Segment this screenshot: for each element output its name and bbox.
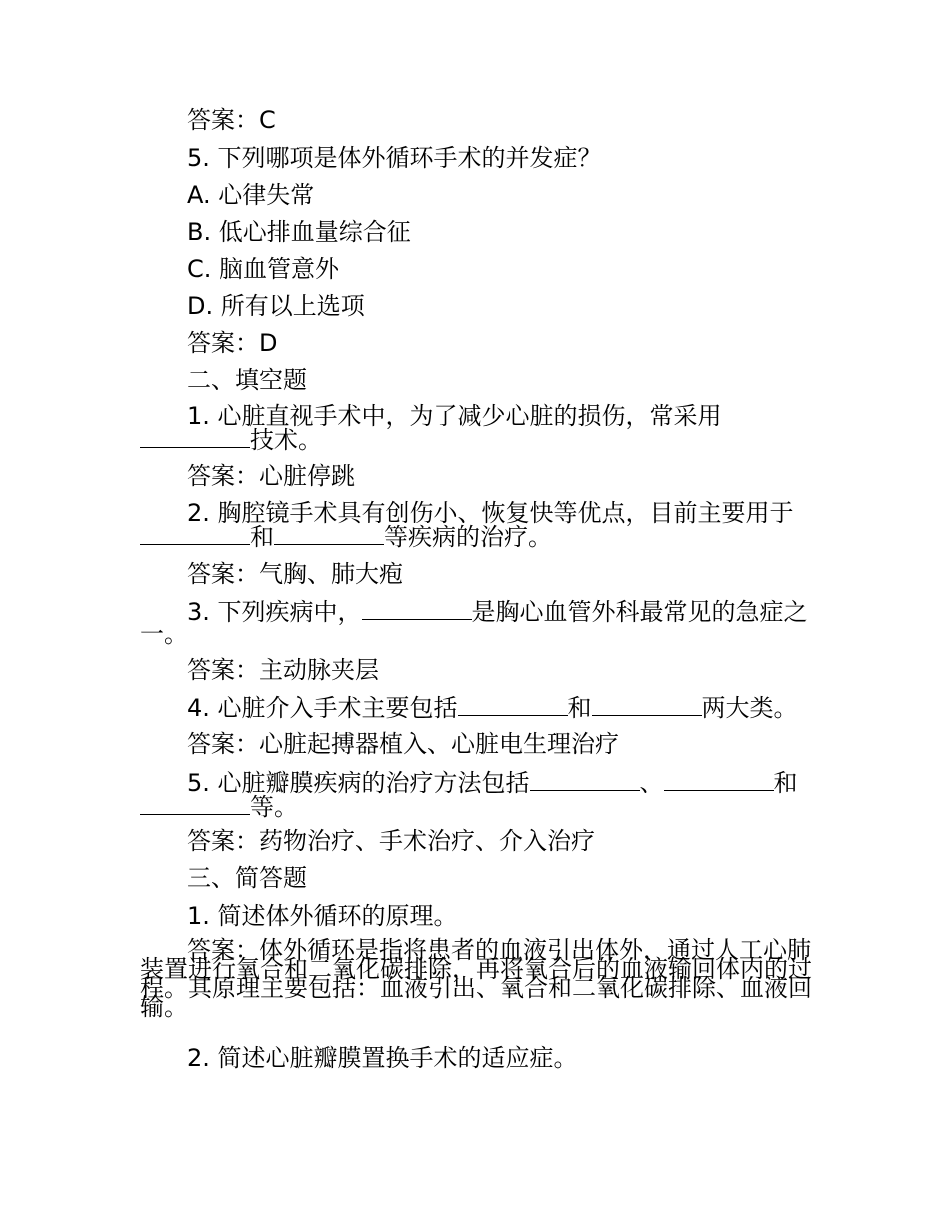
fill-question-3: 3. 下列疾病中， 是胸心血管外科最常见的急症之一。 <box>140 598 808 648</box>
section-heading-short-answer: 三、简答题 <box>187 864 307 892</box>
short-answer-1: 答案：体外循环是指将患者的血液引出体外，通过人工心肺装置进行氧合和二氧化碳排除，再将氧合后的血液输回体内的过程。其原理主要包括：血液引出、氧合和二氧化碳排除、血液回输。 <box>140 936 812 1021</box>
short-question-2: 2. 简述心脏瓣膜置换手术的适应症。 <box>187 1044 578 1072</box>
fill-question-1: 1. 心脏直视手术中，为了减少心脏的损伤，常采用技术。 <box>140 405 812 451</box>
fill-blank <box>140 427 250 448</box>
answer-line: 答案：气胸、肺大疱 <box>187 560 403 588</box>
answer-line: 答案：心脏起搏器植入、心脏电生理治疗 <box>187 730 619 758</box>
fill-blank <box>592 695 702 716</box>
fill-question-2: 2. 胸腔镜手术具有创伤小、恢复快等优点，目前主要用于和 等疾病的治疗。 <box>140 502 812 548</box>
fill-question-5: 5. 心脏瓣膜疾病的治疗方法包括 、 和等。 <box>140 770 812 818</box>
fill-blank <box>140 794 250 815</box>
short-question-1: 1. 简述体外循环的原理。 <box>187 902 458 930</box>
answer-line: 答案：主动脉夹层 <box>187 656 379 684</box>
section-heading-fill-blank: 二、填空题 <box>187 366 307 394</box>
question-5: 5. 下列哪项是体外循环手术的并发症？ <box>187 144 602 172</box>
option-b: B. 低心排血量综合征 <box>187 218 411 246</box>
fill-blank <box>274 524 384 545</box>
fill-blank <box>362 599 472 620</box>
answer-line: 答案：D <box>187 329 278 357</box>
answer-line: 答案：药物治疗、手术治疗、介入治疗 <box>187 827 595 855</box>
answer-line: 答案：C <box>187 106 276 134</box>
fill-blank <box>530 770 640 791</box>
fill-blank <box>664 770 774 791</box>
option-c: C. 脑血管意外 <box>187 255 340 283</box>
fill-blank <box>458 695 568 716</box>
option-d: D. 所有以上选项 <box>187 292 365 320</box>
option-a: A. 心律失常 <box>187 181 315 209</box>
fill-blank <box>140 524 250 545</box>
answer-line: 答案：心脏停跳 <box>187 462 355 490</box>
fill-question-4: 4. 心脏介入手术主要包括 和 两大类。 <box>187 694 798 722</box>
